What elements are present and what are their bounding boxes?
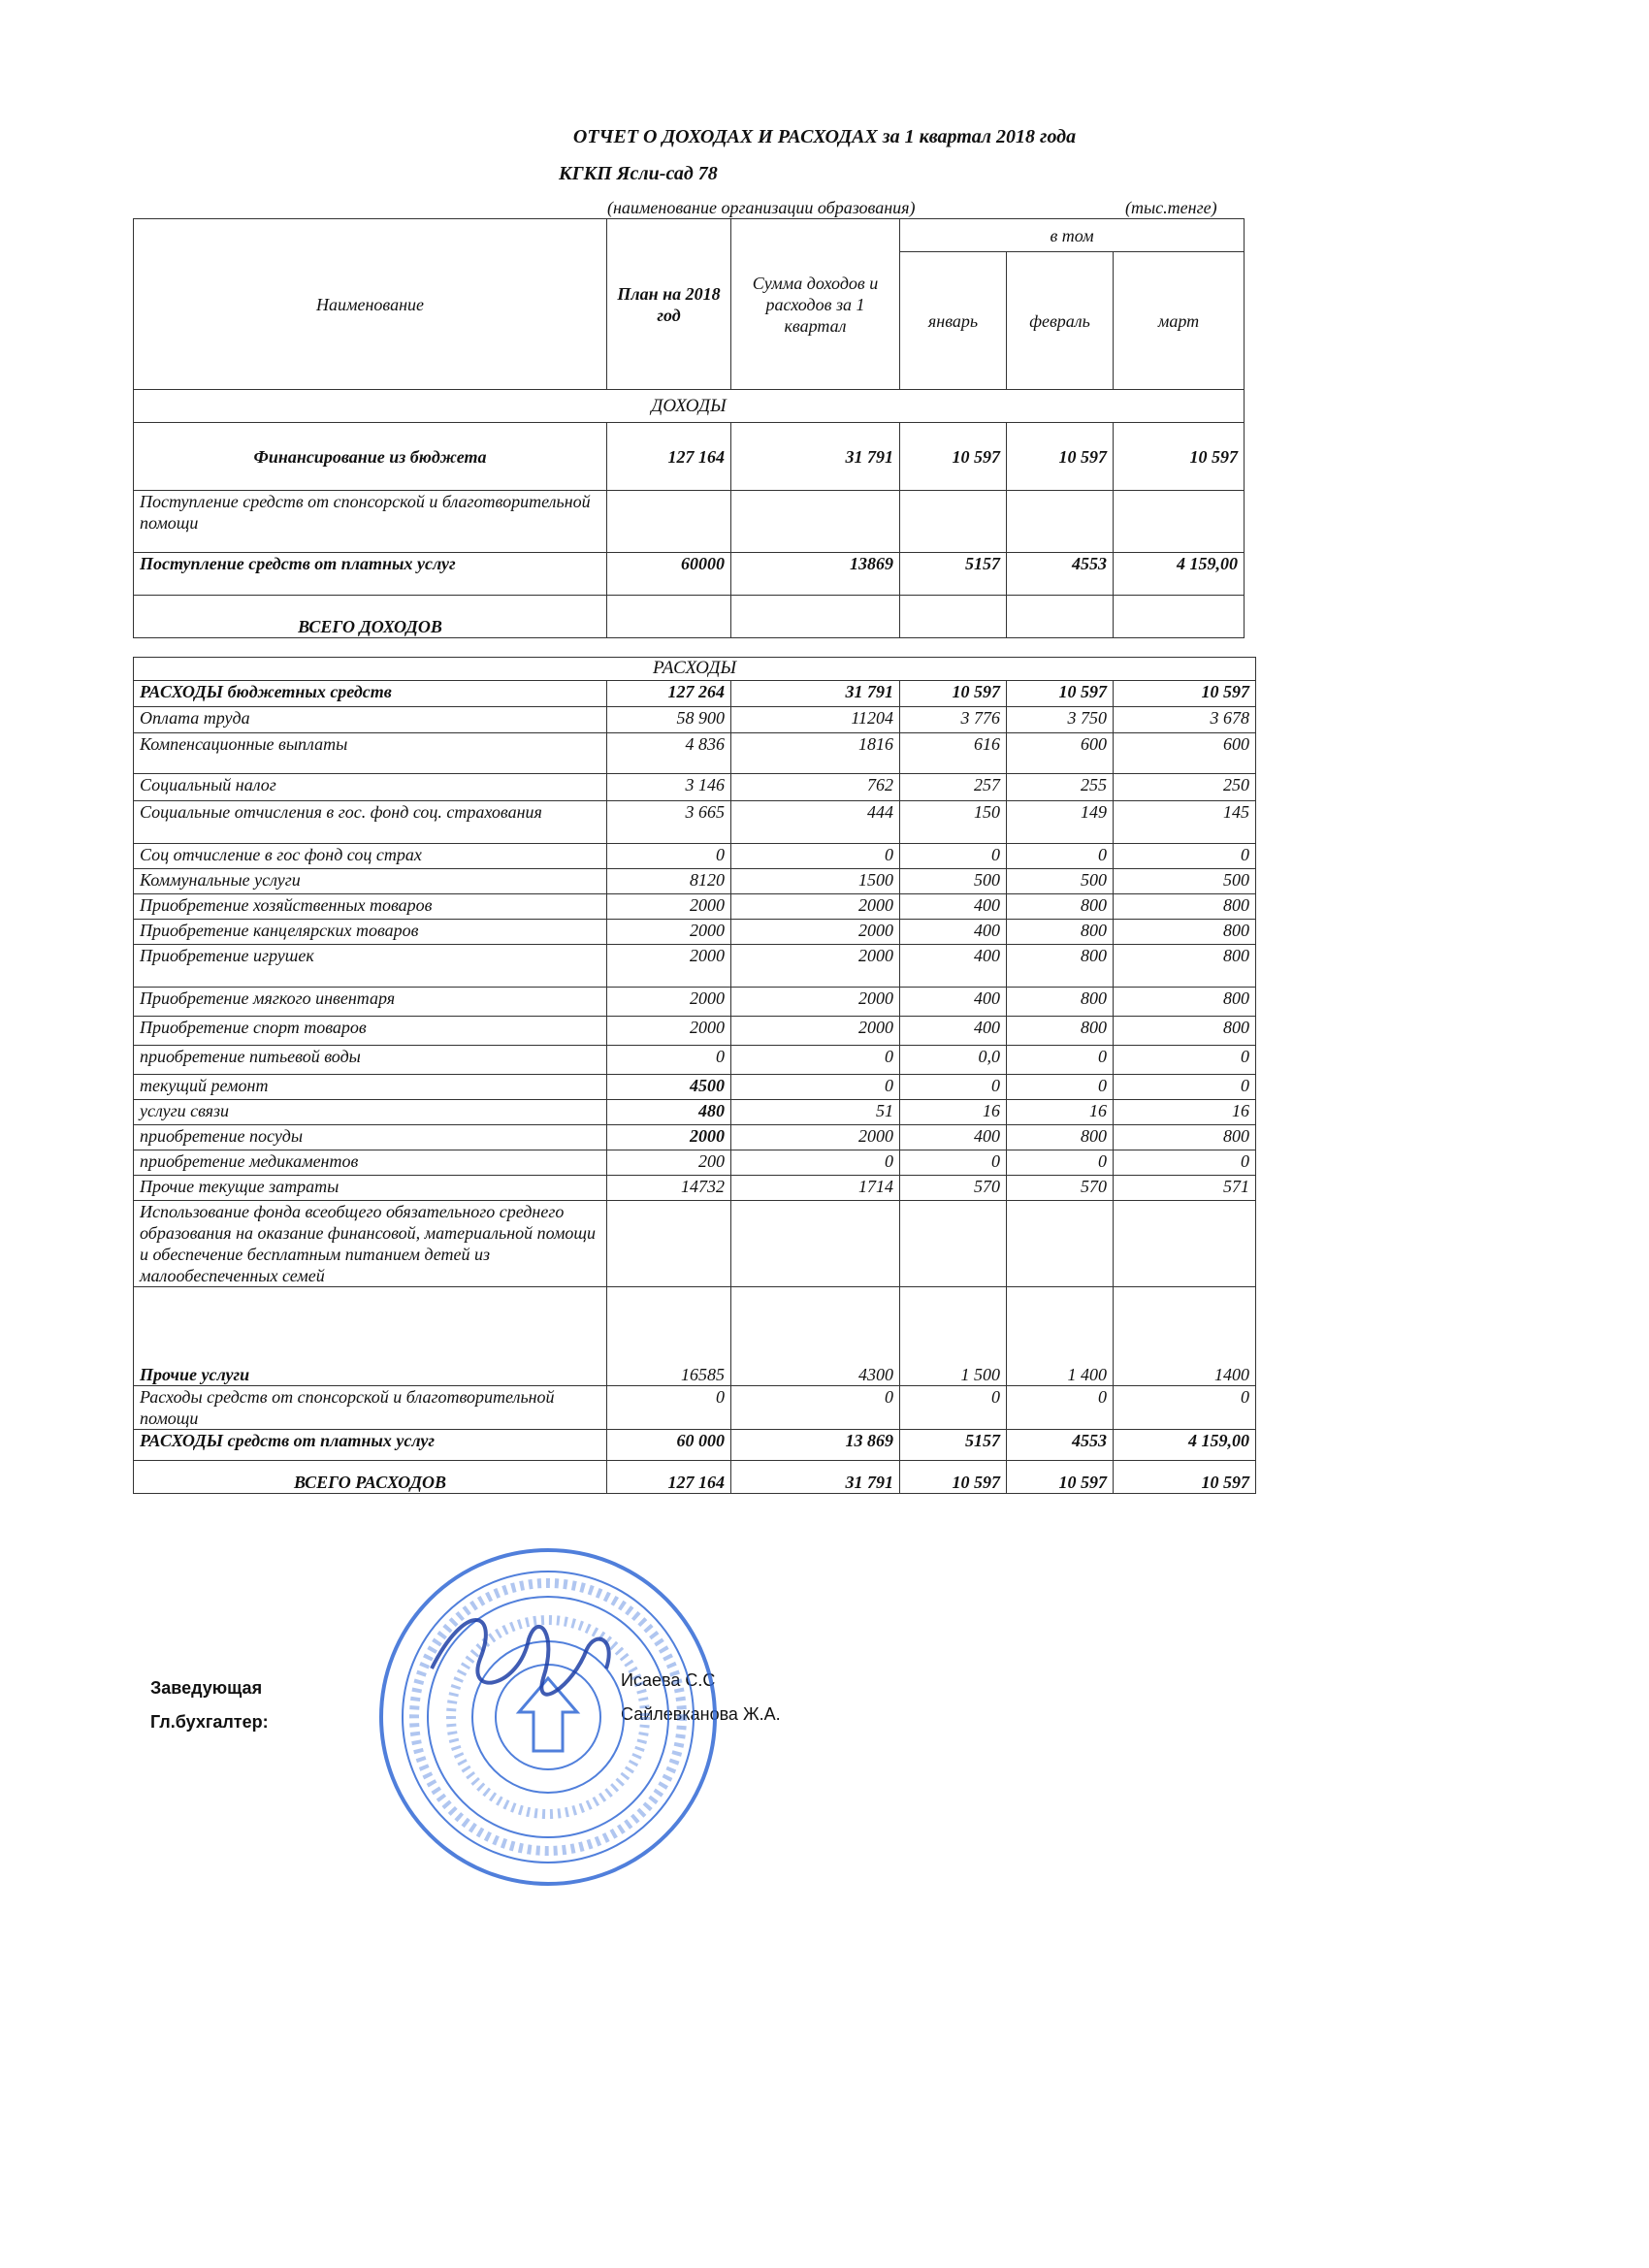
row-feb: 0 <box>1007 1386 1114 1430</box>
row-mar: 500 <box>1114 869 1256 894</box>
row-sum: 0 <box>731 1075 900 1100</box>
row-plan: 4500 <box>607 1075 731 1100</box>
row-plan: 2000 <box>607 1125 731 1150</box>
row-mar: 800 <box>1114 894 1256 920</box>
row-plan: 2000 <box>607 920 731 945</box>
row-feb: 570 <box>1007 1176 1114 1201</box>
row-jan: 16 <box>900 1100 1007 1125</box>
row-mar: 600 <box>1114 733 1256 774</box>
row-sum <box>731 491 900 553</box>
accountant-label: Гл.бухгалтер: <box>150 1712 269 1732</box>
section-expense: РАСХОДЫ <box>134 658 1256 681</box>
row-jan <box>900 1201 1007 1287</box>
row-feb: 10 597 <box>1007 681 1114 707</box>
table-row <box>134 1430 1256 1461</box>
row-name: Прочие услуги <box>134 1287 607 1386</box>
row-sum: 13 869 <box>731 1430 900 1461</box>
col-header-sum: Сумма доходов и расходов за 1 квартал <box>731 219 900 390</box>
row-sum: 13869 <box>731 553 900 596</box>
row-plan <box>607 1201 731 1287</box>
table-row <box>134 1176 1256 1201</box>
row-jan: 150 <box>900 801 1007 844</box>
row-jan: 400 <box>900 1125 1007 1150</box>
table-row <box>134 553 1245 596</box>
row-feb <box>1007 596 1114 638</box>
row-plan: 4 836 <box>607 733 731 774</box>
table-row <box>134 1150 1256 1176</box>
row-plan <box>607 596 731 638</box>
row-sum: 0 <box>731 1046 900 1075</box>
row-feb: 800 <box>1007 1125 1114 1150</box>
row-name: Финансирование из бюджета <box>134 423 607 491</box>
row-sum: 2000 <box>731 945 900 988</box>
row-mar: 800 <box>1114 1017 1256 1046</box>
row-jan: 10 597 <box>900 423 1007 491</box>
row-plan: 8120 <box>607 869 731 894</box>
table-row <box>134 596 1245 638</box>
table-row <box>134 1046 1256 1075</box>
table-row <box>134 733 1256 774</box>
table-row <box>134 1287 1256 1386</box>
row-plan: 3 665 <box>607 801 731 844</box>
row-sum: 2000 <box>731 894 900 920</box>
row-name: Оплата труда <box>134 707 607 733</box>
row-plan: 127 164 <box>607 1461 731 1494</box>
row-name: ВСЕГО ДОХОДОВ <box>134 596 607 638</box>
row-name: Приобретение игрушек <box>134 945 607 988</box>
row-sum: 1714 <box>731 1176 900 1201</box>
row-name: приобретение медикаментов <box>134 1150 607 1176</box>
row-plan: 2000 <box>607 945 731 988</box>
row-mar: 0 <box>1114 1386 1256 1430</box>
row-sum: 11204 <box>731 707 900 733</box>
table-row <box>134 894 1256 920</box>
row-sum: 4300 <box>731 1287 900 1386</box>
row-mar: 3 678 <box>1114 707 1256 733</box>
row-feb: 800 <box>1007 945 1114 988</box>
row-feb: 0 <box>1007 1075 1114 1100</box>
row-feb: 4553 <box>1007 553 1114 596</box>
row-sum <box>731 1201 900 1287</box>
row-jan: 1 500 <box>900 1287 1007 1386</box>
row-name: Расходы средств от спонсорской и благотворительной помощи <box>134 1386 607 1430</box>
row-plan: 0 <box>607 1386 731 1430</box>
head-label: Заведующая <box>150 1678 263 1698</box>
row-jan: 0,0 <box>900 1046 1007 1075</box>
row-jan: 5157 <box>900 1430 1007 1461</box>
organization-caption: (наименование организации образования) <box>607 198 916 217</box>
row-name: ВСЕГО РАСХОДОВ <box>134 1461 607 1494</box>
row-feb: 800 <box>1007 988 1114 1017</box>
table-row <box>134 1017 1256 1046</box>
row-mar <box>1114 491 1245 553</box>
table-row <box>134 1386 1256 1430</box>
row-jan: 3 776 <box>900 707 1007 733</box>
row-name: Компенсационные выплаты <box>134 733 607 774</box>
table-row <box>134 707 1256 733</box>
organization-name: КГКП Ясли-сад 78 <box>559 163 718 184</box>
col-header-feb: февраль <box>1007 252 1114 390</box>
row-plan: 127 164 <box>607 423 731 491</box>
row-name: Социальный налог <box>134 774 607 801</box>
signature-scribble <box>432 1620 609 1695</box>
row-mar <box>1114 596 1245 638</box>
row-jan: 5157 <box>900 553 1007 596</box>
row-sum: 1816 <box>731 733 900 774</box>
row-feb: 800 <box>1007 894 1114 920</box>
row-name: РАСХОДЫ бюджетных средств <box>134 681 607 707</box>
col-header-plan: План на 2018 год <box>607 219 731 390</box>
row-sum: 2000 <box>731 1125 900 1150</box>
row-sum: 2000 <box>731 988 900 1017</box>
row-plan: 60 000 <box>607 1430 731 1461</box>
row-mar: 800 <box>1114 920 1256 945</box>
row-feb: 600 <box>1007 733 1114 774</box>
row-name: текущий ремонт <box>134 1075 607 1100</box>
row-mar: 800 <box>1114 988 1256 1017</box>
row-name: Приобретение хозяйственных товаров <box>134 894 607 920</box>
row-mar: 10 597 <box>1114 681 1256 707</box>
table-row <box>134 1201 1256 1287</box>
row-plan: 127 264 <box>607 681 731 707</box>
row-sum <box>731 596 900 638</box>
table-row <box>134 491 1245 553</box>
row-jan: 616 <box>900 733 1007 774</box>
table-row <box>134 869 1256 894</box>
col-header-mar: март <box>1114 252 1245 390</box>
expense-table <box>133 657 1256 1494</box>
row-feb: 1 400 <box>1007 1287 1114 1386</box>
row-jan: 257 <box>900 774 1007 801</box>
row-mar: 4 159,00 <box>1114 1430 1256 1461</box>
row-name: Использование фонда всеобщего обязательного среднего образования на оказание финансовой, материальной помощи и обеспечение бесплатным питанием детей из малообеспеченных семей <box>134 1201 607 1287</box>
row-feb: 255 <box>1007 774 1114 801</box>
row-sum: 1500 <box>731 869 900 894</box>
row-sum: 762 <box>731 774 900 801</box>
table-row <box>134 1100 1256 1125</box>
table-row <box>134 681 1256 707</box>
row-plan: 2000 <box>607 894 731 920</box>
row-plan: 480 <box>607 1100 731 1125</box>
row-jan: 10 597 <box>900 1461 1007 1494</box>
row-plan: 0 <box>607 844 731 869</box>
row-feb: 800 <box>1007 1017 1114 1046</box>
row-mar: 0 <box>1114 1150 1256 1176</box>
row-name: приобретение посуды <box>134 1125 607 1150</box>
row-sum: 2000 <box>731 920 900 945</box>
row-name: Коммунальные услуги <box>134 869 607 894</box>
row-sum: 51 <box>731 1100 900 1125</box>
row-jan: 400 <box>900 988 1007 1017</box>
row-plan: 60000 <box>607 553 731 596</box>
row-jan: 400 <box>900 920 1007 945</box>
row-feb: 3 750 <box>1007 707 1114 733</box>
accountant-name: Сайлевканова Ж.А. <box>621 1704 781 1724</box>
row-sum: 2000 <box>731 1017 900 1046</box>
row-mar: 800 <box>1114 1125 1256 1150</box>
row-feb: 16 <box>1007 1100 1114 1125</box>
row-name: Социальные отчисления в гос. фонд соц. страхования <box>134 801 607 844</box>
row-feb <box>1007 491 1114 553</box>
row-sum: 31 791 <box>731 423 900 491</box>
row-name: РАСХОДЫ средств от платных услуг <box>134 1430 607 1461</box>
row-name: Приобретение канцелярских товаров <box>134 920 607 945</box>
row-name: Соц отчисление в гос фонд соц страх <box>134 844 607 869</box>
row-plan: 200 <box>607 1150 731 1176</box>
row-mar <box>1114 1201 1256 1287</box>
section-income: ДОХОДЫ <box>134 390 1245 423</box>
row-feb: 0 <box>1007 844 1114 869</box>
row-sum: 31 791 <box>731 1461 900 1494</box>
row-jan: 400 <box>900 1017 1007 1046</box>
table-row <box>134 774 1256 801</box>
row-jan: 400 <box>900 945 1007 988</box>
row-feb: 500 <box>1007 869 1114 894</box>
row-name: приобретение питьевой воды <box>134 1046 607 1075</box>
row-jan: 500 <box>900 869 1007 894</box>
table-row <box>134 801 1256 844</box>
row-mar: 4 159,00 <box>1114 553 1245 596</box>
row-name: Приобретение мягкого инвентаря <box>134 988 607 1017</box>
col-header-name: Наименование <box>134 219 607 390</box>
row-jan: 0 <box>900 1386 1007 1430</box>
table-row <box>134 423 1245 491</box>
table-row <box>134 1125 1256 1150</box>
row-feb: 0 <box>1007 1046 1114 1075</box>
row-jan: 0 <box>900 1150 1007 1176</box>
col-header-jan: январь <box>900 252 1007 390</box>
income-table <box>133 218 1245 638</box>
row-name: Поступление средств от спонсорской и благотворительной помощи <box>134 491 607 553</box>
row-sum: 444 <box>731 801 900 844</box>
row-feb <box>1007 1201 1114 1287</box>
table-row <box>134 920 1256 945</box>
row-name: Приобретение спорт товаров <box>134 1017 607 1046</box>
row-plan: 16585 <box>607 1287 731 1386</box>
row-feb: 800 <box>1007 920 1114 945</box>
row-jan <box>900 596 1007 638</box>
report-title: ОТЧЕТ О ДОХОДАХ И РАСХОДАХ за 1 квартал 2018 года <box>572 126 1077 147</box>
row-mar: 10 597 <box>1114 1461 1256 1494</box>
row-sum: 0 <box>731 844 900 869</box>
row-mar: 800 <box>1114 945 1256 988</box>
row-name: Прочие текущие затраты <box>134 1176 607 1201</box>
row-name: услуги связи <box>134 1100 607 1125</box>
row-mar: 1400 <box>1114 1287 1256 1386</box>
row-sum: 0 <box>731 1386 900 1430</box>
row-plan <box>607 491 731 553</box>
row-mar: 0 <box>1114 1046 1256 1075</box>
row-jan: 570 <box>900 1176 1007 1201</box>
row-mar: 10 597 <box>1114 423 1245 491</box>
row-plan: 0 <box>607 1046 731 1075</box>
row-feb: 10 597 <box>1007 423 1114 491</box>
row-feb: 0 <box>1007 1150 1114 1176</box>
row-plan: 58 900 <box>607 707 731 733</box>
row-plan: 14732 <box>607 1176 731 1201</box>
row-jan: 10 597 <box>900 681 1007 707</box>
row-mar: 145 <box>1114 801 1256 844</box>
currency-unit: (тыс.тенге) <box>1125 198 1217 217</box>
row-feb: 10 597 <box>1007 1461 1114 1494</box>
row-plan: 3 146 <box>607 774 731 801</box>
head-name: Исаева С.С <box>621 1670 716 1690</box>
table-row <box>134 1075 1256 1100</box>
official-stamp <box>373 1542 723 1892</box>
row-mar: 16 <box>1114 1100 1256 1125</box>
row-jan <box>900 491 1007 553</box>
row-mar: 250 <box>1114 774 1256 801</box>
row-sum: 0 <box>731 1150 900 1176</box>
row-jan: 400 <box>900 894 1007 920</box>
row-feb: 149 <box>1007 801 1114 844</box>
row-mar: 571 <box>1114 1176 1256 1201</box>
row-jan: 0 <box>900 844 1007 869</box>
col-header-in-that: в том <box>900 219 1245 252</box>
row-plan: 2000 <box>607 1017 731 1046</box>
row-name: Поступление средств от платных услуг <box>134 553 607 596</box>
row-sum: 31 791 <box>731 681 900 707</box>
row-mar: 0 <box>1114 1075 1256 1100</box>
table-row <box>134 945 1256 988</box>
row-feb: 4553 <box>1007 1430 1114 1461</box>
row-jan: 0 <box>900 1075 1007 1100</box>
table-row <box>134 988 1256 1017</box>
table-row <box>134 844 1256 869</box>
row-mar: 0 <box>1114 844 1256 869</box>
row-plan: 2000 <box>607 988 731 1017</box>
table-row <box>134 1461 1256 1494</box>
